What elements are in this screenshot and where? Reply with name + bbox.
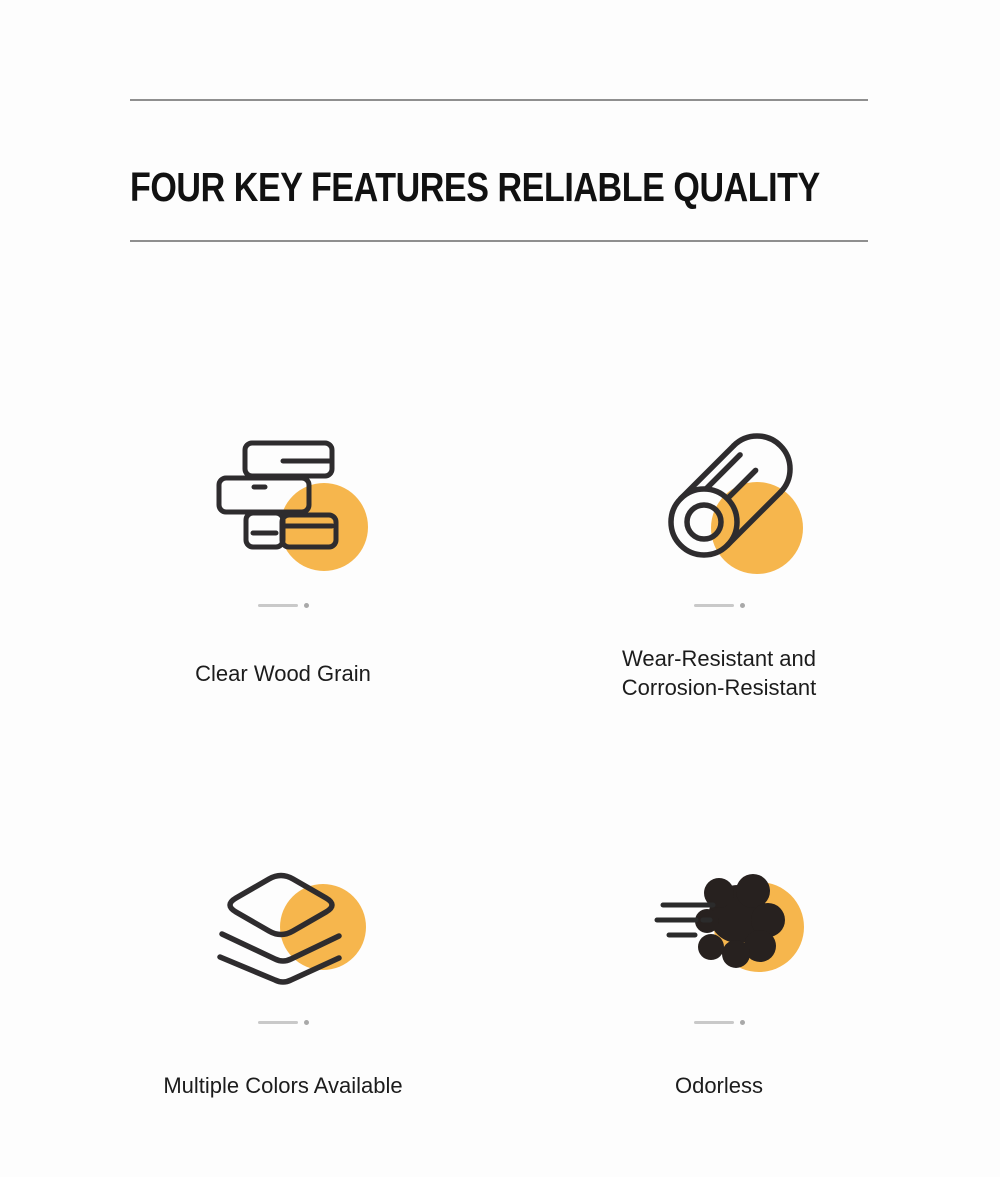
feature-card-odorless	[529, 850, 909, 1115]
section-title: FOUR KEY FEATURES RELIABLE QUALITY	[130, 164, 820, 210]
smoke-cloud-icon	[632, 850, 807, 1010]
divider-dot	[304, 1020, 309, 1025]
mini-divider	[258, 603, 309, 608]
divider-dot	[740, 603, 745, 608]
stacked-layers-icon	[196, 850, 371, 1010]
metal-pipe-icon	[632, 430, 807, 590]
feature-card-wood-grain	[93, 430, 473, 703]
divider-bar	[694, 1021, 734, 1024]
feature-label: Clear Wood Grain	[195, 660, 371, 686]
wood-planks-icon	[196, 430, 371, 590]
mini-divider	[694, 603, 745, 608]
divider-dot	[304, 603, 309, 608]
feature-card-multiple-colors	[93, 850, 473, 1115]
bottom-rule	[130, 240, 868, 242]
divider-dot	[740, 1020, 745, 1025]
icon-box	[196, 430, 371, 590]
divider-bar	[258, 604, 298, 607]
icon-box	[632, 430, 807, 590]
divider-bar	[694, 604, 734, 607]
mini-divider	[694, 1020, 745, 1025]
top-rule	[130, 99, 868, 101]
icon-box	[196, 850, 371, 1010]
feature-label: Multiple Colors Available	[163, 1072, 403, 1098]
mini-divider	[258, 1020, 309, 1025]
feature-label: Odorless	[674, 1072, 764, 1098]
feature-label: Wear-Resistant and Corrosion-Resistant	[621, 646, 817, 700]
feature-card-wear-resistant	[529, 430, 909, 703]
divider-bar	[258, 1021, 298, 1024]
icon-box	[632, 850, 807, 1010]
